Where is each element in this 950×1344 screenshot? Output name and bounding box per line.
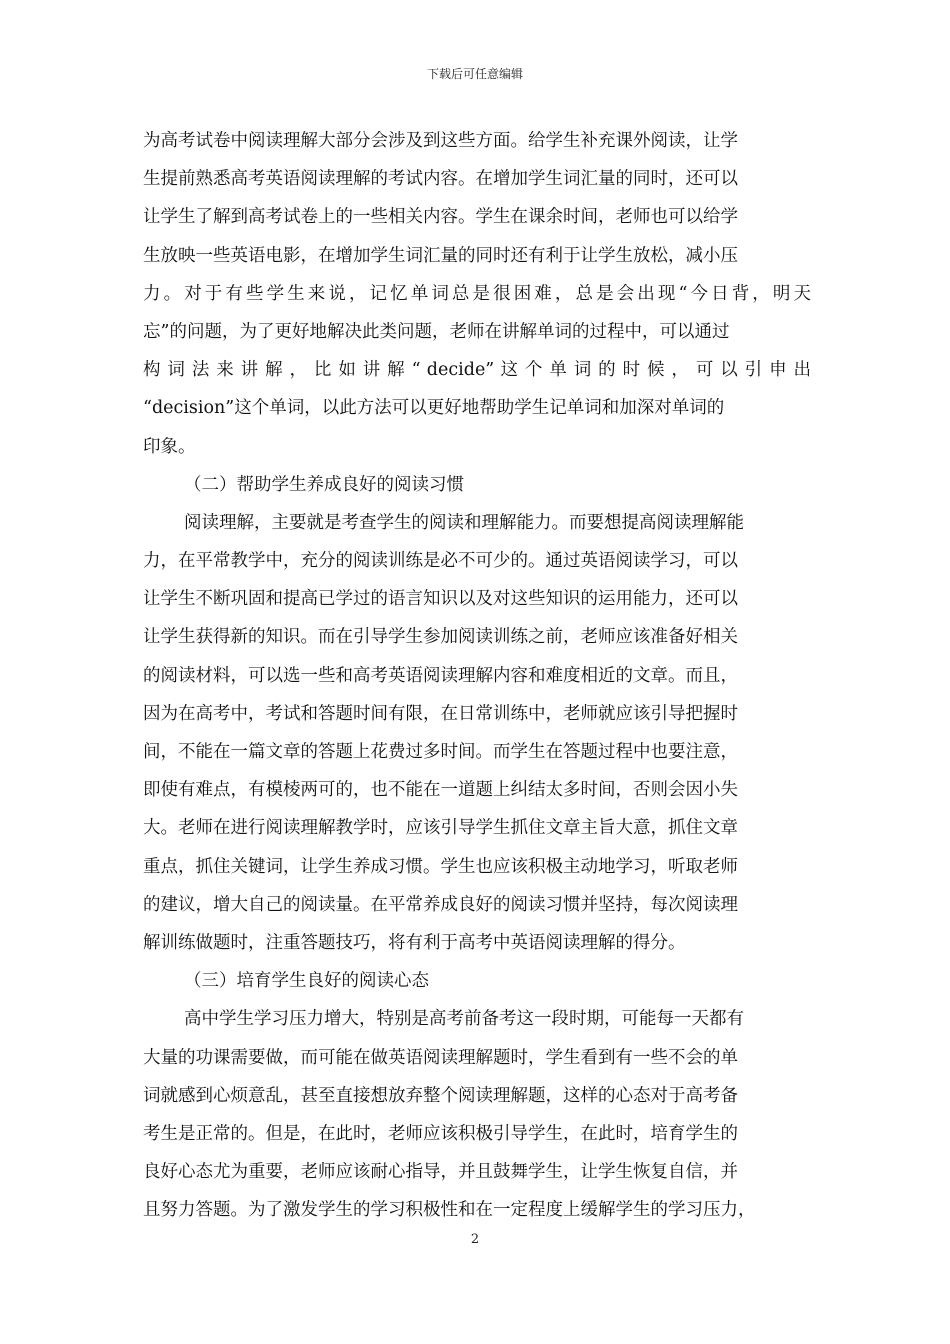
- text-line: 印象。: [143, 436, 196, 457]
- text-line: 生放映一些英语电影，在增加学生词汇量的同时还有利于让学生放松，减小压: [143, 245, 738, 266]
- text-line: 间，不能在一篇文章的答题上花费过多时间。而学生在答题过程中也要注意，: [143, 742, 738, 762]
- text-line: 良好心态尤为重要，老师应该耐心指导，并且鼓舞学生，让学生恢复自信，并: [143, 1162, 738, 1183]
- text-line: 让学生获得新的知识。而在引导学生参加阅读训练之前，老师应该准备好相关: [143, 627, 738, 648]
- text-line: 忘”的问题，为了更好地解决此类问题，老师在讲解单词的过程中，可以通过: [143, 321, 730, 342]
- paragraph-first-line: （三）培育学生良好的阅读心态: [184, 971, 429, 992]
- text-line: 词就感到心烦意乱，甚至直接想放弃整个阅读理解题，这样的心态对于高考备: [143, 1085, 738, 1106]
- page-header: 下载后可任意编辑: [426, 67, 523, 81]
- paragraph-first-line: 高中学生学习压力增大，特别是高考前备考这一段时期，可能每一天都有: [184, 1009, 744, 1030]
- text-line: 重点，抓住关键词，让学生养成习惯。学生也应该积极主动地学习，听取老师: [143, 856, 738, 877]
- paragraph-first-line: （二）帮助学生养成良好的阅读习惯: [184, 474, 464, 495]
- text-line: 的阅读材料，可以选一些和高考英语阅读理解内容和难度相近的文章。而且，: [143, 665, 738, 686]
- page-number: 2: [470, 1232, 480, 1247]
- text-line: 为高考试卷中阅读理解大部分会涉及到这些方面。给学生补充课外阅读，让学: [143, 131, 738, 151]
- paragraph-first-line: 阅读理解，主要就是考查学生的阅读和理解能力。而要想提高阅读理解能: [184, 512, 744, 533]
- text-line: 让学生了解到高考试卷上的一些相关内容。学生在课余时间，老师也可以给学: [143, 207, 738, 228]
- text-line: 且努力答题。为了激发学生的学习积极性和在一定程度上缓解学生的学习压力，: [143, 1200, 756, 1221]
- text-line: 大。老师在进行阅读理解教学时，应该引导学生抓住文章主旨大意，抓住文章: [143, 818, 738, 839]
- text-line: 因为在高考中，考试和答题时间有限，在日常训练中，老师就应该引导把握时: [143, 703, 738, 724]
- text-line: 考生是正常的。但是，在此时，老师应该积极引导学生，在此时，培育学生的: [143, 1123, 738, 1144]
- text-line: 力。对于有些学生来说，记忆单词总是很困难，总是会出现“今日背，明天: [143, 283, 811, 304]
- text-line: 大量的功课需要做，而可能在做英语阅读理解题时，学生看到有一些不会的单: [143, 1047, 738, 1068]
- text-line: 解训练做题时，注重答题技巧，将有利于高考中英语阅读理解的得分。: [143, 932, 686, 953]
- text-line: 构 词 法 来 讲 解 ， 比 如 讲 解 “ decide” 这 个 单 词 的 时 候 ， 可 以 引 申 出: [143, 360, 811, 381]
- text-line: 的建议，增大自己的阅读量。在平常养成良好的阅读习惯并坚持，每次阅读理: [143, 894, 738, 915]
- document-body: [143, 122, 811, 1229]
- text-line: 力，在平常教学中，充分的阅读训练是必不可少的。通过英语阅读学习，可以: [143, 551, 738, 572]
- text-line: 让学生不断巩固和提高已学过的语言知识以及对这些知识的运用能力，还可以: [143, 589, 738, 610]
- text-line: 即使有难点，有模棱两可的，也不能在一道题上纠结太多时间，否则会因小失: [143, 780, 738, 801]
- text-line: “decision”这个单词，以此方法可以更好地帮助学生记单词和加深对单词的: [143, 398, 725, 419]
- text-line: 生提前熟悉高考英语阅读理解的考试内容。在增加学生词汇量的同时，还可以: [143, 169, 738, 190]
